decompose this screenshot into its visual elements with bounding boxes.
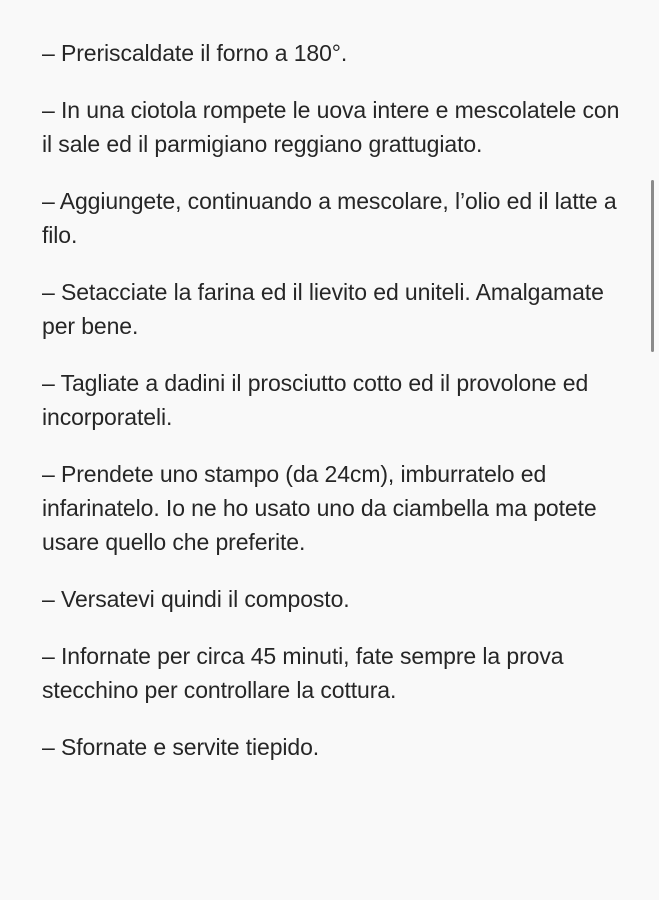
recipe-step: – Setacciate la farina ed il lievito ed uniteli. Amalgamate per bene. bbox=[42, 279, 604, 339]
recipe-step: – Versatevi quindi il composto. bbox=[42, 586, 350, 612]
recipe-steps bbox=[42, 36, 632, 787]
vertical-scrollbar[interactable] bbox=[651, 180, 654, 352]
recipe-step: – Infornate per circa 45 minuti, fate sempre la prova stecchino per controllare la cottura. bbox=[42, 643, 564, 703]
recipe-step: – In una ciotola rompete le uova intere e mescolatele con il sale ed il parmigiano reggiano grattugiato. bbox=[42, 97, 620, 157]
recipe-step: – Prendete uno stampo (da 24cm), imburratelo ed infarinatelo. Io ne ho usato uno da ciambella ma potete usare quello che preferite. bbox=[42, 461, 597, 555]
recipe-step: – Preriscaldate il forno a 180°. bbox=[42, 40, 348, 66]
recipe-step: – Tagliate a dadini il prosciutto cotto ed il provolone ed incorporateli. bbox=[42, 370, 589, 430]
recipe-step: – Sfornate e servite tiepido. bbox=[42, 734, 320, 760]
recipe-step: – Aggiungete, continuando a mescolare, l’olio ed il latte a filo. bbox=[42, 188, 617, 248]
